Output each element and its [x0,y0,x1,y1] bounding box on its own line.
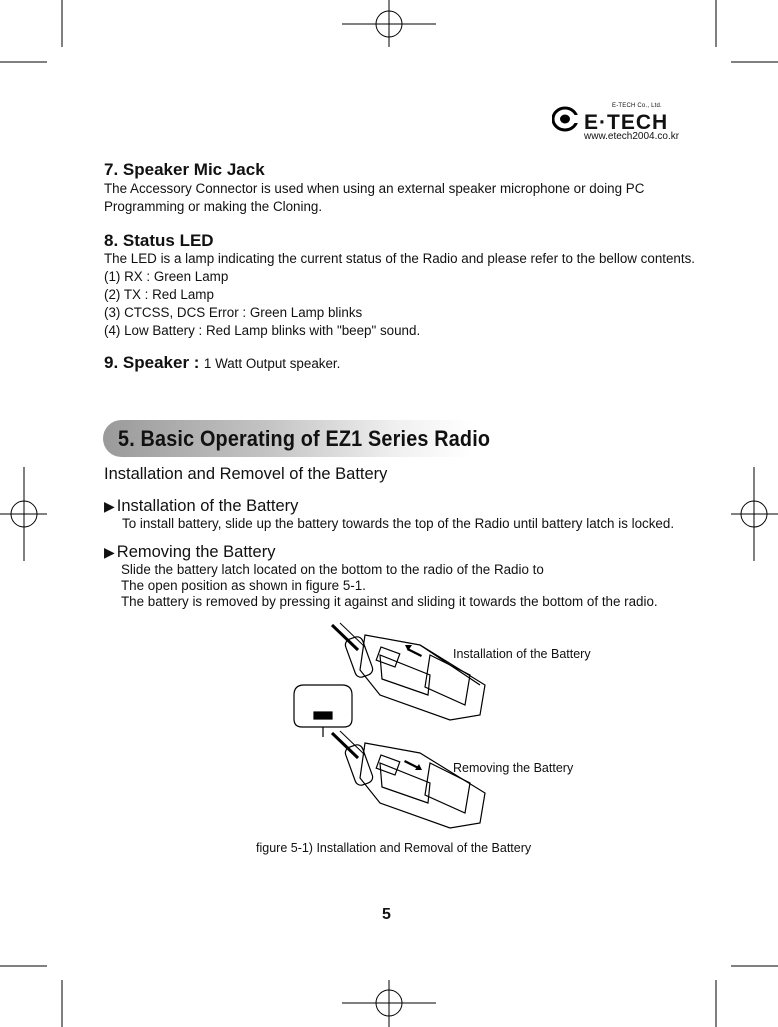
radio-install-drawing [332,623,485,720]
triangle-bullet-icon: ▶ [104,498,115,514]
heading-speaker: 9. Speaker : [104,353,200,372]
page-number: 5 [382,906,391,923]
latch-detail-drawing [294,685,352,737]
remove-text-3: The battery is removed by pressing it against and sliding it towards the bottom of the radio. [121,594,658,609]
remove-heading-row [104,543,275,562]
triangle-bullet-icon: ▶ [104,544,115,560]
speaker-mic-text-2: Programming or making the Cloning. [104,199,323,214]
figure-label-install: Installation of the Battery [453,647,591,661]
remove-text-2: The open position as shown in figure 5-1. [121,578,366,593]
status-led-item-low-battery: (4) Low Battery : Red Lamp blinks with "beep" sound. [104,323,421,338]
figure-label-remove: Removing the Battery [453,761,574,775]
logo-company: E-TECH Co., Ltd. [612,103,662,109]
status-led-item-ctcss: (3) CTCSS, DCS Error : Green Lamp blinks [104,305,363,320]
logo-url: www.etech2004.co.kr [584,131,680,142]
logo-wordmark: E·TECH [584,111,669,134]
speaker-line [104,353,340,373]
figure-caption: figure 5-1) Installation and Removal of the Battery [256,841,532,855]
heading-install-battery: Installation of the Battery [116,497,299,515]
install-text: To install battery, slide up the battery towards the top of the Radio until battery latch is locked. [122,516,675,531]
status-led-item-rx: (1) RX : Green Lamp [104,269,229,284]
etech-logo-icon [552,106,582,132]
remove-arrow-icon [404,760,422,770]
chapter-title: 5. Basic Operating of EZ1 Series Radio [118,426,491,451]
speaker-mic-text-1: The Accessory Connector is used when using an external speaker microphone or doing PC [104,181,645,196]
chapter-subtitle: Installation and Removel of the Battery [104,465,388,483]
install-arrow-icon [405,645,422,657]
heading-remove-battery: Removing the Battery [116,543,276,561]
radio-remove-drawing [332,731,485,828]
status-led-item-tx: (2) TX : Red Lamp [104,287,214,302]
heading-status-led: 8. Status LED [104,231,214,250]
status-led-intro: The LED is a lamp indicating the current status of the Radio and please refer to the bellow contents. [104,251,696,266]
heading-speaker-mic-jack: 7. Speaker Mic Jack [104,160,265,179]
speaker-text: 1 Watt Output speaker. [203,356,341,371]
chapter-banner [103,420,491,457]
install-heading-row [104,497,298,516]
remove-text-1: Slide the battery latch located on the bottom to the radio of the Radio to [121,562,544,577]
